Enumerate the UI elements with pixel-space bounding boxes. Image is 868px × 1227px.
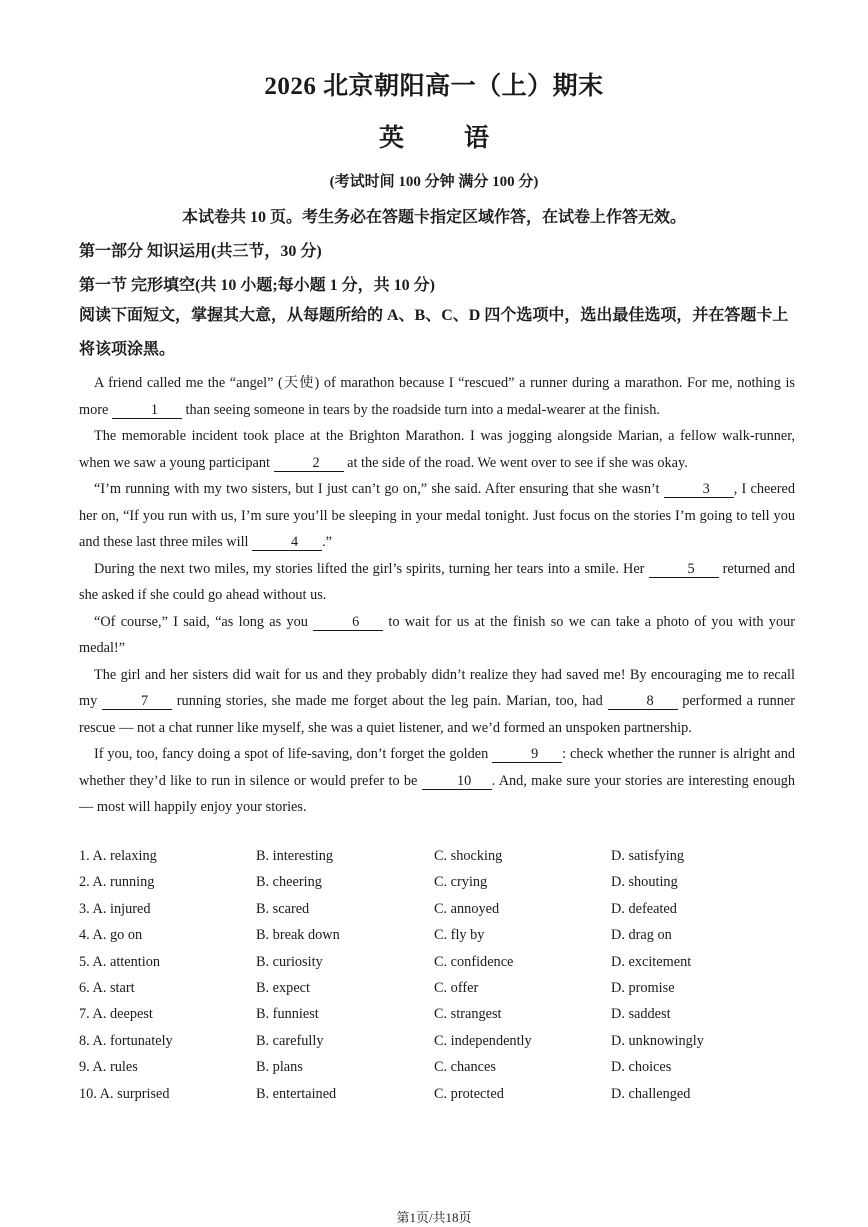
blank-4: 4	[252, 534, 322, 551]
blank-3: 3	[664, 481, 734, 498]
option-a: 2. A. running	[79, 874, 155, 891]
subject-char-1: 英	[378, 125, 404, 152]
option-a: 7. A. deepest	[79, 1006, 153, 1023]
options-row	[79, 848, 795, 874]
option-b: B. curiosity	[256, 953, 323, 970]
option-b: B. entertained	[256, 1085, 337, 1102]
option-d: D. drag on	[611, 927, 672, 944]
option-b: B. break down	[256, 927, 340, 944]
option-a: 9. A. rules	[79, 1059, 138, 1076]
blank-2: 2	[274, 455, 344, 472]
option-d: D. defeated	[611, 900, 677, 917]
option-b: B. carefully	[256, 1032, 324, 1049]
passage-paragraph: The memorable incident took place at the Brighton Marathon. I was jogging alongside Marian, a fellow walk-runner, when we saw a young participant 2 at the side of the road. We went over to see if she was okay.	[79, 428, 795, 471]
options-row	[79, 927, 795, 953]
option-a: 4. A. go on	[79, 927, 143, 944]
option-c: C. independently	[434, 1032, 532, 1049]
option-d: D. choices	[611, 1059, 672, 1076]
blank-5: 5	[649, 561, 719, 578]
option-a: 6. A. start	[79, 979, 135, 996]
passage-paragraph: “Of course,” I said, “as long as you 6 to wait for us at the finish so we can take a photo of you with your medal!”	[79, 613, 795, 656]
blank-6: 6	[313, 614, 383, 631]
option-d: D. saddest	[611, 1006, 671, 1023]
option-b: B. scared	[256, 900, 310, 917]
option-b: B. cheering	[256, 874, 322, 891]
option-d: D. satisfying	[611, 848, 685, 864]
options-row	[79, 954, 795, 980]
option-a: 5. A. attention	[79, 953, 161, 970]
cloze-passage	[79, 370, 795, 821]
option-b: B. funniest	[256, 1006, 319, 1023]
option-c: C. shocking	[434, 848, 503, 864]
option-d: D. shouting	[611, 874, 678, 891]
exam-time-info: (考试时间 100 分钟 满分 100 分)	[329, 174, 539, 190]
option-b: B. expect	[256, 979, 310, 996]
options-row	[79, 874, 795, 900]
option-b: B. plans	[256, 1059, 303, 1076]
section-instruction: 阅读下面短文，掌握其大意，从每题所给的 A、B、C、D 四个选项中，选出最佳选项，并在答题卡上将该项涂黑。	[79, 307, 789, 358]
exam-title: 2026 北京朝阳高一（上）期末	[264, 73, 604, 100]
option-c: C. crying	[434, 874, 488, 891]
page-indicator: 第1页/共18页	[396, 1210, 472, 1225]
options-row	[79, 901, 795, 927]
exam-notice: 本试卷共 10 页。考生务必在答题卡指定区域作答，在试卷上作答无效。	[181, 209, 686, 226]
blank-8: 8	[608, 693, 678, 710]
blank-7: 7	[102, 693, 172, 710]
option-a: 1. A. relaxing	[79, 848, 157, 864]
option-a: 3. A. injured	[79, 900, 151, 917]
option-d: D. unknowingly	[611, 1032, 704, 1049]
option-d: D. promise	[611, 979, 675, 996]
options-row	[79, 980, 795, 1006]
answer-options	[79, 848, 795, 1112]
option-c: C. annoyed	[434, 900, 500, 917]
options-row	[79, 1086, 795, 1112]
option-c: C. offer	[434, 979, 479, 996]
option-c: C. chances	[434, 1059, 496, 1076]
subject-title	[0, 118, 868, 154]
options-row	[79, 1059, 795, 1085]
option-d: D. excitement	[611, 953, 692, 970]
passage-paragraph: A friend called me the “angel” (天使) of marathon because I “rescued” a runner during a marathon. For me, nothing is more 1 than seeing someone in tears by the roadside turn into a medal-wearer at the finish.	[79, 375, 795, 418]
passage-paragraph: During the next two miles, my stories lifted the girl’s spirits, turning her tears into a smile. Her 5 returned and she asked if she could go ahead without us.	[79, 560, 795, 603]
option-c: C. fly by	[434, 927, 485, 944]
passage-paragraph: The girl and her sisters did wait for us and they probably didn’t realize they had saved me! By encouraging me to recall my 7 running stories, she made me forget about the leg pain. Marian, too, had 8 performed a runner rescue — not a chat runner like myself, she was a quiet listener, and we’d formed an unspoken partnership.	[79, 666, 796, 736]
subject-char-2: 语	[464, 125, 490, 152]
option-c: C. confidence	[434, 953, 514, 970]
option-b: B. interesting	[256, 848, 334, 864]
options-row	[79, 1033, 795, 1059]
option-c: C. protected	[434, 1085, 504, 1102]
option-d: D. challenged	[611, 1085, 691, 1102]
passage-paragraph: “I’m running with my two sisters, but I just can’t go on,” she said. After ensuring that she wasn’t 3 , I cheered her on, “If you run with us, I’m sure you’ll be sleeping in your medal tonight. Just focus on the stories I’m going to tell you and these last three miles will 4 .”	[79, 481, 795, 550]
passage-paragraph: If you, too, fancy doing a spot of life-saving, don’t forget the golden 9 : check whether the runner is alright and whether they’d like to run in silence or would prefer to be 10 . And, make sure your stories are interesting enough — most will happily enjoy your stories.	[79, 746, 796, 815]
blank-9: 9	[492, 746, 562, 763]
section-heading: 第一节 完形填空(共 10 小题;每小题 1 分，共 10 分)	[79, 277, 435, 294]
option-a: 10. A. surprised	[79, 1085, 170, 1102]
blank-1: 1	[112, 402, 182, 419]
option-c: C. strangest	[434, 1006, 502, 1023]
option-a: 8. A. fortunately	[79, 1032, 173, 1049]
options-row	[79, 1006, 795, 1032]
blank-10: 10	[422, 773, 492, 790]
part-heading: 第一部分 知识运用(共三节，30 分)	[79, 243, 322, 260]
